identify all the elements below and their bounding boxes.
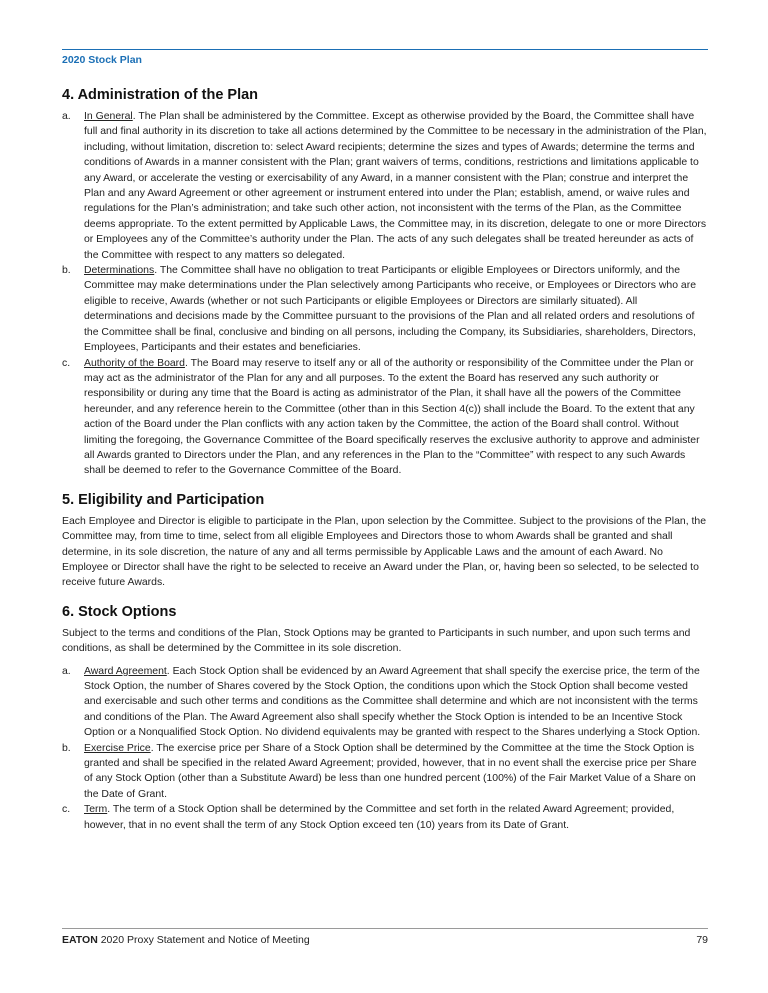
page-content — [62, 86, 708, 845]
item-text: . The Board may reserve to itself any or all of the authority or responsibility of the Committee under the Plan or may act as the administrator of the Plan for any and all purposes. To the extent the Board has reserved any such authority or responsibility or during any time that the Board is acting as administrator of the Plan, it shall have all the powers of the Committee hereunder, and any reference herein to the Committee (other than in this Section 4(c)) shall include the Board. To the extent that any action of the Board under the Plan conflicts with any action taken by the Committee, the action of the Board shall control. Without limiting the foregoing, the Governance Committee of the Board specifically reserves the exclusive authority to approve and administer all Awards granted to Directors under the Plan, and any references in the Plan to the “Committee” with respect to any such Awards shall be deemed to refer to the Governance Committee of the Board. — [84, 357, 700, 477]
item-marker: b. — [62, 265, 71, 277]
list-item — [62, 741, 708, 803]
section-heading: 5. Eligibility and Participation — [62, 491, 265, 508]
item-marker: c. — [62, 357, 71, 369]
item-marker: b. — [62, 742, 71, 754]
item-text: . The Plan shall be administered by the Committee. Except as otherwise provided by the Board, the Committee shall have full and final authority in its discretion to take all actions determined by the Committee to be necessary in the administration of the Plan, including, without limitation, discretion to: select Award recipients; determine the sizes and types of Awards; determine the terms and conditions of Awards in a manner consistent with the Plan; grant waivers of terms, conditions, restrictions and limitations applicable to any Award, or accelerate the vesting or exercisability of any Award, in a manner consistent with the Plan; construe and interpret the Plan and any Award Agreement or other agreement or instrument entered into under the Plan; establish, amend, or waive rules and regulations for the Plan’s administration; and take such other action, not inconsistent with the terms of the Plan, as the Committee deems appropriate. To the extent permitted by Applicable Laws, the Committee may, in its discretion, delegate to one or more Directors or Employees any of the Committee’s authority under the Plan. The acts of any such delegates shall be treated hereunder as acts of the Committee with respect to any matters so delegated. — [84, 111, 707, 261]
item-marker: a. — [62, 665, 71, 677]
footer-brand: EATON — [62, 934, 98, 946]
footer-title — [62, 934, 310, 946]
section-eligibility — [62, 491, 708, 591]
item-marker: c. — [62, 804, 71, 816]
section-administration — [62, 86, 708, 479]
list-item — [62, 109, 708, 263]
running-header: 2020 Stock Plan — [62, 54, 142, 66]
section-stock-options — [62, 603, 708, 833]
item-term: Exercise Price — [84, 742, 151, 754]
list-item — [62, 356, 708, 479]
item-text: . The term of a Stock Option shall be determined by the Committee and set forth in the related Award Agreement; provided, however, that in no event shall the term of any Stock Option exceed ten (10) years from its Date of Grant. — [84, 804, 675, 831]
section-heading: 4. Administration of the Plan — [62, 87, 259, 103]
item-term: Term — [84, 804, 108, 816]
footer-document-title: 2020 Proxy Statement and Notice of Meeting — [100, 934, 310, 946]
list-item — [62, 664, 708, 741]
list-item — [62, 802, 708, 833]
item-marker: a. — [62, 111, 71, 122]
item-list — [62, 664, 708, 833]
list-item — [62, 263, 708, 355]
item-term: Determinations — [84, 265, 155, 277]
item-list — [62, 109, 708, 479]
item-term: In General — [84, 111, 133, 122]
item-text: . The Committee shall have no obligation to treat Participants or eligible Employees or Directors uniformly, and the Committee may make determinations under the Plan selectively among Participants who receive, or Employees or Directors who are eligible to receive, Awards (whether or not such Participants or eligible Employees or Directors are similarly situated). All determinations and decisions made by the Committee pursuant to the provisions of the Plan and all related orders and resolutions of the Committee shall be final, conclusive and binding on all persons, including the Company, its Subsidiaries, shareholders, Directors, Employees, Participants and their estates and beneficiaries. — [84, 265, 697, 354]
page-number: 79 — [696, 934, 708, 946]
section-intro: Subject to the terms and conditions of the Plan, Stock Options may be granted to Participants in such number, and upon such terms and conditions, as shall be determined by the Committee in its sole discretion. — [62, 627, 691, 655]
item-text: . The exercise price per Share of a Stock Option shall be determined by the Committee at the time the Stock Option is granted and shall be specified in the related Award Agreement; provided, however, that in no event shall the exercise price per Share of any Stock Option (other than a Substitute Award) be less than one hundred percent (100%) of the Fair Market Value of a Share on the Date of Grant. — [84, 742, 697, 800]
header-rule — [62, 49, 708, 50]
section-heading: 6. Stock Options — [62, 603, 177, 620]
section-paragraph: Each Employee and Director is eligible to participate in the Plan, upon selection by the Committee. Subject to the provisions of the Plan, the Committee may, from time to time, select from all eligible Employees and Directors those to whom Awards shall be granted and shall determine, in its sole discretion, the nature of any and all terms permissible by Applicable Laws and the amount of each Award. No Employee or Director shall have the right to be selected to receive an Award under the Plan, or, having been so selected, to be selected to receive future Awards. — [62, 515, 707, 589]
item-term: Authority of the Board — [84, 357, 185, 369]
footer-rule — [62, 928, 708, 929]
item-text: . Each Stock Option shall be evidenced by an Award Agreement that shall specify the exercise price, the term of the Stock Option, the number of Shares covered by the Stock Option, the conditions upon which the Stock Option shall become vested and exercisable and such other terms and conditions as the Committee shall determine and which are not inconsistent with the terms and conditions of the Plan. The Award Agreement also shall specify whether the Stock Option is intended to be an Incentive Stock Option or a Nonqualified Stock Option. No dividend equivalents may be granted with respect to the Shares underlying a Stock Option. — [84, 665, 701, 739]
item-term: Award Agreement — [84, 665, 167, 677]
